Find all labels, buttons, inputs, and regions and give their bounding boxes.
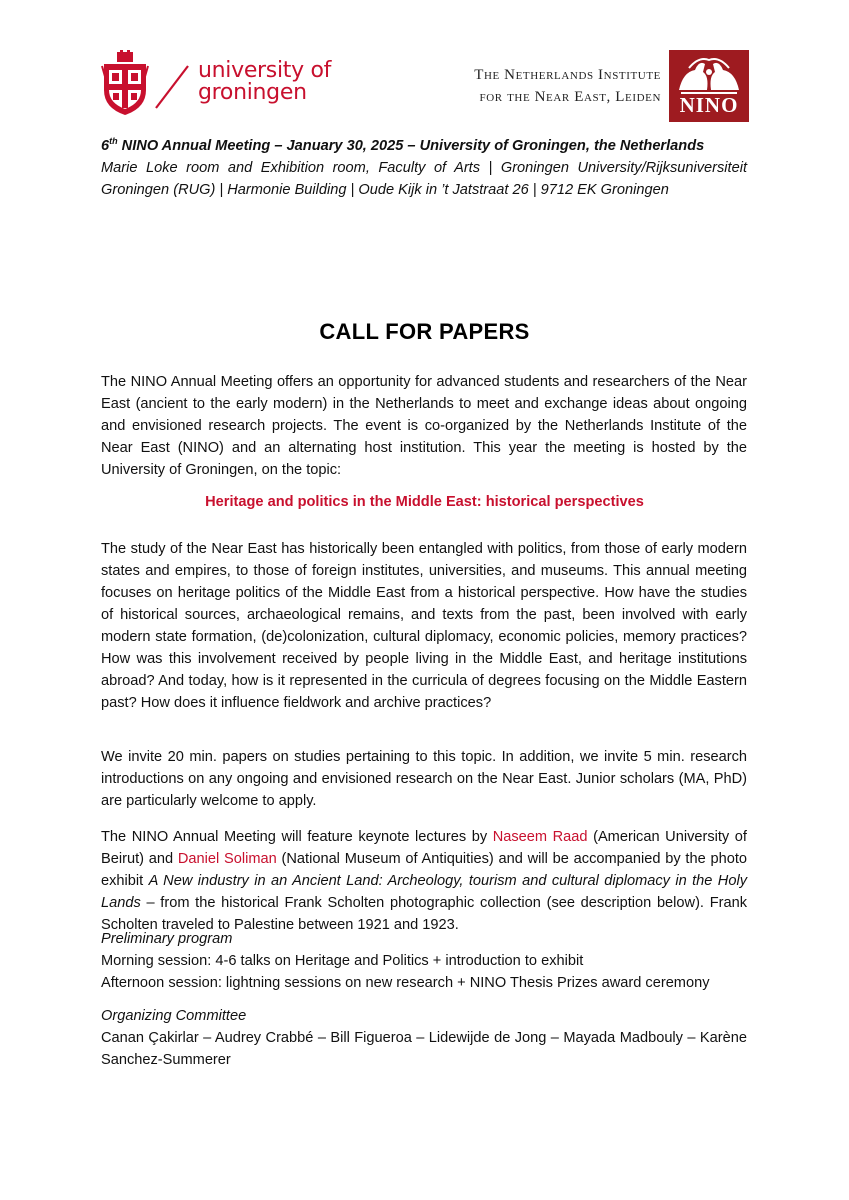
meeting-venue: Marie Loke room and Exhibition room, Faculty of Arts | Groningen University/Rijksuniversiteit Groningen (RUG) | Harmonie Building | Oude Kijk in ’t Jatstraat 26 | 9712 EK Groningen xyxy=(101,160,747,198)
committee-members: Canan Çakirlar – Audrey Crabbé – Bill Figueroa – Lidewijde de Jong – Mayada Madbouly – Karène Sanchez-Summerer xyxy=(101,1030,747,1068)
committee-section xyxy=(101,1005,747,1071)
keynote-text-1: The NINO Annual Meeting will feature keynote lectures by xyxy=(101,829,493,845)
keynote-speaker-2: Daniel Soliman xyxy=(177,851,277,867)
meeting-info xyxy=(101,135,747,201)
meeting-ordinal-suffix: th xyxy=(109,136,118,147)
page-title: CALL FOR PAPERS xyxy=(319,319,530,344)
nino-wordmark xyxy=(474,64,661,108)
rug-wordmark-line2: groningen xyxy=(198,80,307,105)
rug-logo xyxy=(100,50,340,120)
meeting-title xyxy=(101,135,747,157)
nino-wordmark-line2: for the Near East, Leiden xyxy=(479,89,661,105)
keynote-paragraph xyxy=(101,826,747,936)
program-section xyxy=(101,928,747,994)
meeting-title-rest: NINO Annual Meeting – January 30, 2025 – University of Groningen, the Netherlands xyxy=(117,138,705,154)
rug-shield-icon xyxy=(100,50,150,116)
rug-wordmark-line1: university of xyxy=(198,58,332,83)
exhibit-title: A New industry in an Ancient Land: Archeology, tourism and cultural diplomacy in the Holy Lands xyxy=(101,873,747,911)
committee-heading: Organizing Committee xyxy=(101,1008,247,1024)
theme-heading: Heritage and politics in the Middle East: historical perspectives xyxy=(205,494,644,510)
keynote-text-3: (National Museum of Antiquities) and will be accompanied by the photo exhibit xyxy=(101,851,747,889)
keynote-speaker-1: Naseem Raad xyxy=(492,829,588,845)
program-heading: Preliminary program xyxy=(101,931,233,947)
nino-logo-text: NINO xyxy=(679,93,739,117)
nino-header xyxy=(369,50,749,122)
nino-logo xyxy=(669,50,749,122)
program-afternoon: Afternoon session: lightning sessions on new research + NINO Thesis Prizes award ceremony xyxy=(101,975,710,991)
keynote-text-2: (American University of Beirut) and xyxy=(101,829,747,867)
invite-paragraph: We invite 20 min. papers on studies pertaining to this topic. In addition, we invite 5 min. research introductions on any ongoing and envisioned research on the Near East. Junior scholars (MA, PhD) are particularly welcome to apply. xyxy=(101,749,747,809)
meeting-ordinal: 6 xyxy=(101,138,110,154)
keynote-text-4: – from the historical Frank Scholten photographic collection (see description below). Frank Scholten traveled to Palestine between 1921 and 1923. xyxy=(101,895,747,933)
study-paragraph: The study of the Near East has historically been entangled with politics, from those of early modern states and empires, to those of foreign institutes, universities, and museums. This annual meeting focuses on heritage politics of the Middle East from a historical perspective. How have the studies of historical sources, archaeological remains, and texts from the past, been involved with early modern state formation, (de)colonization, cultural diplomacy, economic policies, memory practices? How was this involvement received by people living in the Middle East, and heritage institutions abroad? And today, how is it represented in the curricula of degrees focusing on the Middle Eastern past? How does it influence fieldwork and archive practices? xyxy=(101,541,747,711)
nino-wordmark-line1: The Netherlands Institute xyxy=(474,67,661,83)
rug-wordmark xyxy=(198,60,331,104)
program-morning: Morning session: 4-6 talks on Heritage and Politics + introduction to exhibit xyxy=(101,953,584,969)
intro-paragraph: The NINO Annual Meeting offers an opportunity for advanced students and researchers of the Near East (ancient to the early modern) in the Netherlands to meet and exchange ideas about ongoing and envisioned research projects. The event is co-organized by the Netherlands Institute of the Near East (NINO) and an alternating host institution. This year the meeting is hosted by the University of Groningen, on the topic: xyxy=(101,374,747,478)
slash-divider xyxy=(152,64,192,110)
